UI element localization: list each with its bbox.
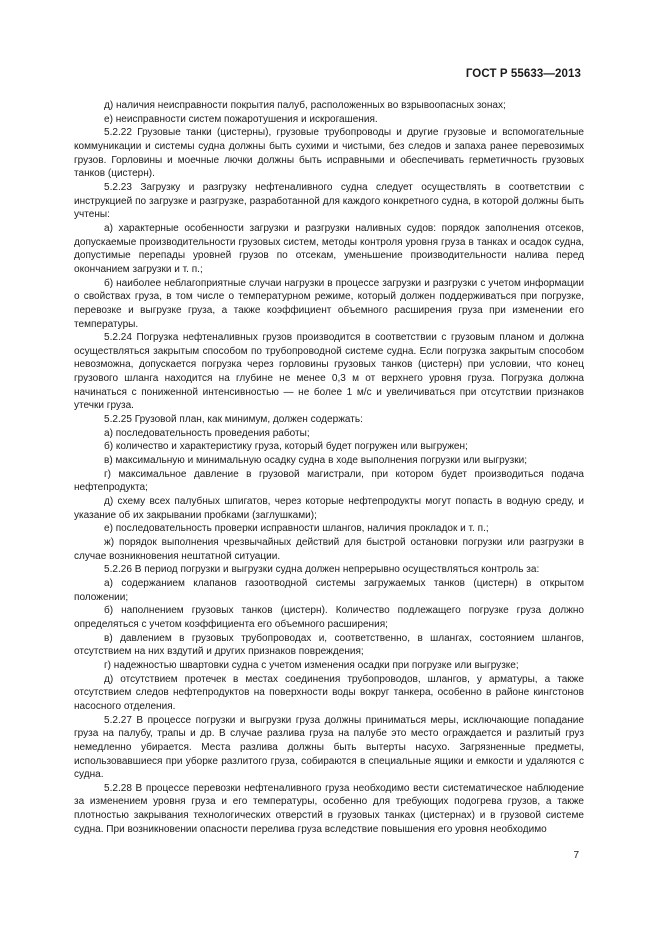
paragraph: д) отсутствием протечек в местах соединения трубопроводов, шлангов, у арматуры, а также отсутствием следов нефтепродуктов на поверхности воды вокруг танкера, особенно в районе кингстонов насосного отделения. [74,673,584,712]
paragraph: а) последовательность проведения работы; [104,427,310,439]
paragraph: 5.2.24 Погрузка нефтеналивных грузов производится в соответствии с грузовым планом и должна осуществляться закрытым способом по трубопроводной системе судна. Если погрузка закрытым способом невозможна, допускается погрузка через горловины грузовых танков (цистерн) при условии, что конец грузового шланга находится на глубине не менее 0,3 м от верхнего уровня груза. Погрузка должна начинаться с пониженной интенсивностью — не более 1 м/с и увеличиваться при отсутствии признаков утечки груза. [74,332,584,412]
paragraph: в) максимальную и минимальную осадку судна в ходе выполнения погрузки или выгрузки; [104,455,528,467]
paragraph: 5.2.28 В процессе перевозки нефтеналивного груза необходимо вести систематическое наблюдение за изменением уровня груза и его температуры, особенно для требующих подогрева грузов, а также плотностью закрывания технологических отверстий в грузовых танках (цистернах) и в грузовой системе судна. При возникновении опасности перелива груза вследствие повышения его уровня необходимо [74,782,584,835]
paragraph: а) характерные особенности загрузки и разгрузки наливных судов: порядок заполнения отсеков, допускаемые производительности грузовых систем, методы контроля уровня груза в танках и осадок судна, допустимые перепады уровней грузов по отсекам, уменьшение производительности налива перед окончанием загрузки и т. п.; [74,222,584,275]
paragraph: г) надежностью швартовки судна с учетом изменения осадки при погрузке или выгрузке; [104,659,519,671]
paragraph: д) схему всех палубных шпигатов, через которые нефтепродукты могут попасть в водную среду, и указание об их закрывании пробками (заглушками); [74,496,584,521]
paragraph: 5.2.25 Грузовой план, как минимум, должен содержать: [104,414,363,426]
page-number: 7 [573,850,579,861]
paragraph: б) наиболее неблагоприятные случаи нагрузки в процессе загрузки и разгрузки с учетом информации о свойствах груза, в том числе о температурном режиме, который должен поддерживаться при погрузке, перевозке и выгрузке груза, а также коэффициент объемного расширения груза при изменении его температуры. [74,277,584,330]
paragraph: а) содержанием клапанов газоотводной системы загружаемых танков (цистерн) в открытом положении; [74,577,584,603]
paragraph: 5.2.27 В процессе погрузки и выгрузки груза должны приниматься меры, исключающие попадание груза на палубу, трапы и др. В случае разлива груза на палубе это место ограждается и разлитый груз немедленно убирается. Места разлива должны быть вытерты насухо. Загрязненные предметы, использовавшиеся при уборке разлитого груза, собираются в специальные ящики и емкости и удаляются с судна. [74,714,584,781]
paragraph: ж) порядок выполнения чрезвычайных действий для быстрой остановки погрузки или разгрузки в случае возникновения нештатной ситуации. [74,537,584,562]
paragraph: е) последовательность проверки исправности шлангов, наличия прокладок и т. п.; [104,523,489,535]
paragraph: г) максимальное давление в грузовой магистрали, при котором будет производиться подача нефтепродукта; [74,468,584,494]
body-text [74,99,584,836]
standard-code-header: ГОСТ Р 55633—2013 [465,68,581,80]
paragraph: в) давлением в грузовых трубопроводах и, соответственно, в шлангах, состоянием шлангов, отсутствием на них вздутий и других признаков повреждения; [74,632,584,658]
paragraph: б) наполнением грузовых танков (цистерн). Количество подлежащего погрузке груза должно определяться с учетом коэффициента его объемного расширения; [74,605,584,630]
paragraph: 5.2.22 Грузовые танки (цистерны), грузовые трубопроводы и другие грузовые и вспомогательные коммуникации и системы судна должны быть сухими и чистыми, без следов и запаха ранее перевозимых грузов. Горловины и моечные лючки должны быть исправными и обеспечивать герметичность грузовых танков (цистерн). [74,127,584,180]
paragraph: б) количество и характеристику груза, который будет погружен или выгружен; [104,441,468,453]
paragraph: 5.2.26 В период погрузки и выгрузки судна должен непрерывно осуществляться контроль за: [104,564,540,576]
paragraph: д) наличия неисправности покрытия палуб, расположенных во взрывоопасных зонах; [104,100,506,111]
paragraph: е) неисправности систем пожаротушения и искрогашения. [104,113,378,125]
paragraph: 5.2.23 Загрузку и разгрузку нефтеналивного судна следует осуществлять в соответствии с инструкцией по загрузке и разгрузке, разработанной для каждого конкретного судна, в которой должны быть учтены: [74,181,584,221]
